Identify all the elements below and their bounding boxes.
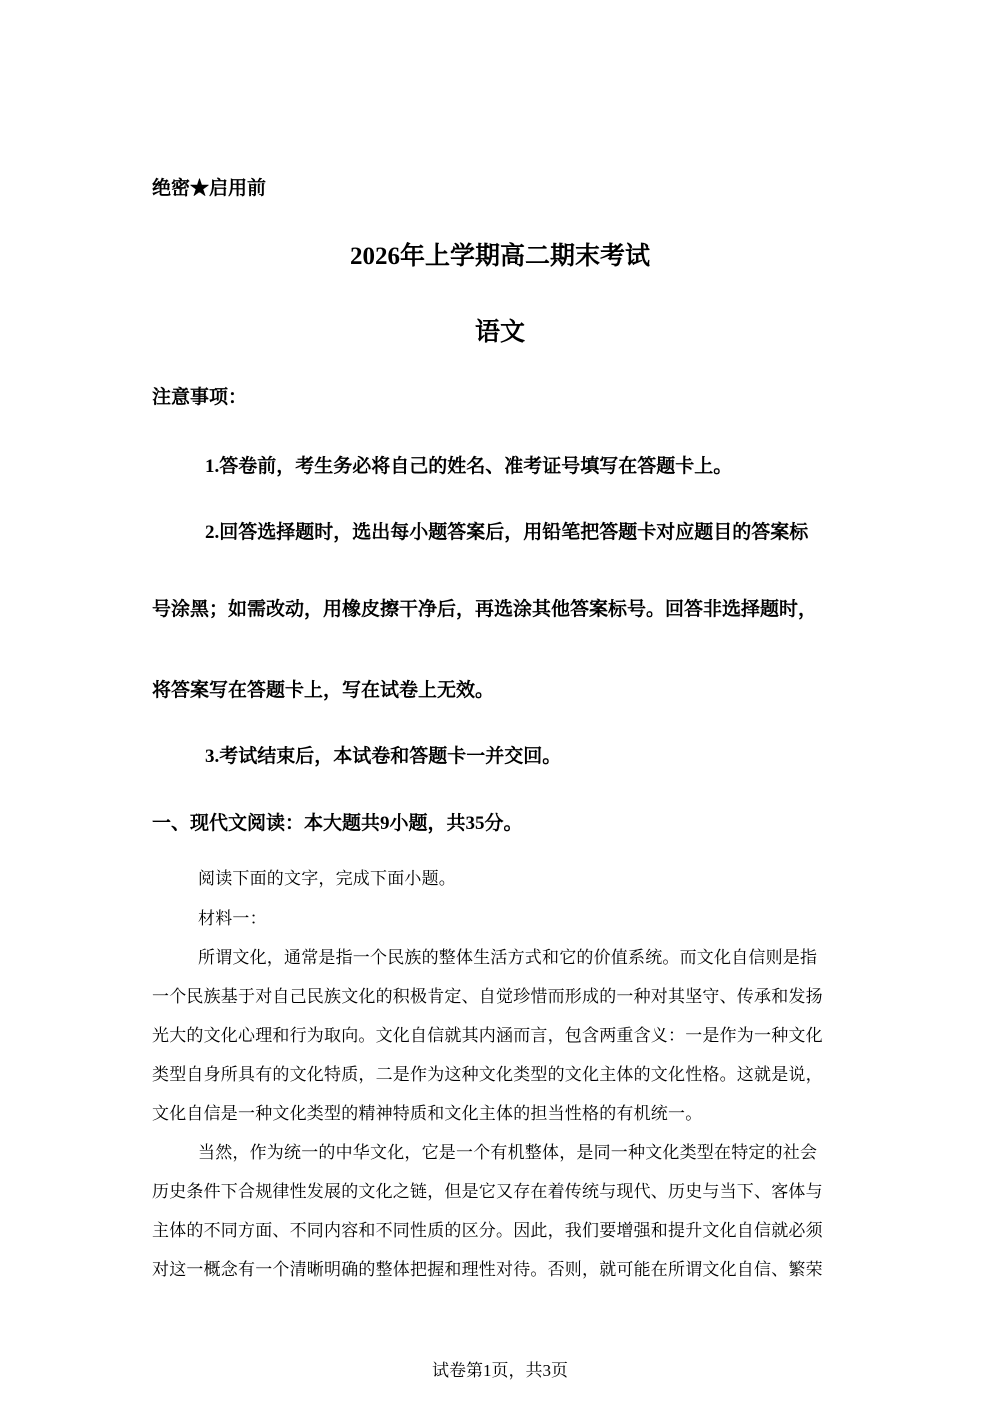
passage-line: 光大的文化心理和行为取向。文化自信就其内涵而言，包含两重含义：一是作为一种文化 <box>152 1026 823 1046</box>
page-footer: 试卷第1页，共3页 <box>432 1361 568 1380</box>
reading-instruction: 阅读下面的文字，完成下面小题。 <box>198 869 456 889</box>
passage-line: 当然，作为统一的中华文化，它是一个有机整体，是同一种文化类型在特定的社会 <box>198 1143 818 1163</box>
passage-line: 一个民族基于对自己民族文化的积极肯定、自觉珍惜而形成的一种对其坚守、传承和发扬 <box>152 987 823 1007</box>
passage-line: 类型自身所具有的文化特质，二是作为这种文化类型的文化主体的文化性格。这就是说， <box>152 1065 823 1085</box>
passage-line: 历史条件下合规律性发展的文化之链，但是它又存在着传统与现代、历史与当下、客体与 <box>152 1182 823 1202</box>
notice-item: 1.答卷前，考生务必将自己的姓名、准考证号填写在答题卡上。 <box>205 456 733 477</box>
passage-line: 所谓文化，通常是指一个民族的整体生活方式和它的价值系统。而文化自信则是指 <box>198 948 818 968</box>
notice-item-continuation: 号涂黑；如需改动，用橡皮擦干净后，再选涂其他答案标号。回答非选择题时， <box>152 599 818 620</box>
passage-line: 文化自信是一种文化类型的精神特质和文化主体的担当性格的有机统一。 <box>152 1104 703 1124</box>
notice-item: 2.回答选择题时，选出每小题答案后，用铅笔把答题卡对应题目的答案标 <box>205 522 809 543</box>
passage-line: 主体的不同方面、不同内容和不同性质的区分。因此，我们要增强和提升文化自信就必须 <box>152 1221 823 1241</box>
notice-heading: 注意事项： <box>152 387 248 408</box>
material-label: 材料一： <box>198 909 267 929</box>
notice-item: 3.考试结束后，本试卷和答题卡一并交回。 <box>205 746 562 767</box>
subject-title: 语文 <box>474 319 525 346</box>
passage-line: 对这一概念有一个清晰明确的整体把握和理性对待。否则，就可能在所谓文化自信、繁荣 <box>152 1260 823 1280</box>
notice-item-continuation: 将答案写在答题卡上，写在试卷上无效。 <box>152 680 495 701</box>
exam-title: 2026年上学期高二期末考试 <box>349 243 650 270</box>
confidential-label: 绝密★启用前 <box>152 178 267 199</box>
section-heading: 一、现代文阅读：本大题共9小题，共35分。 <box>152 813 523 834</box>
